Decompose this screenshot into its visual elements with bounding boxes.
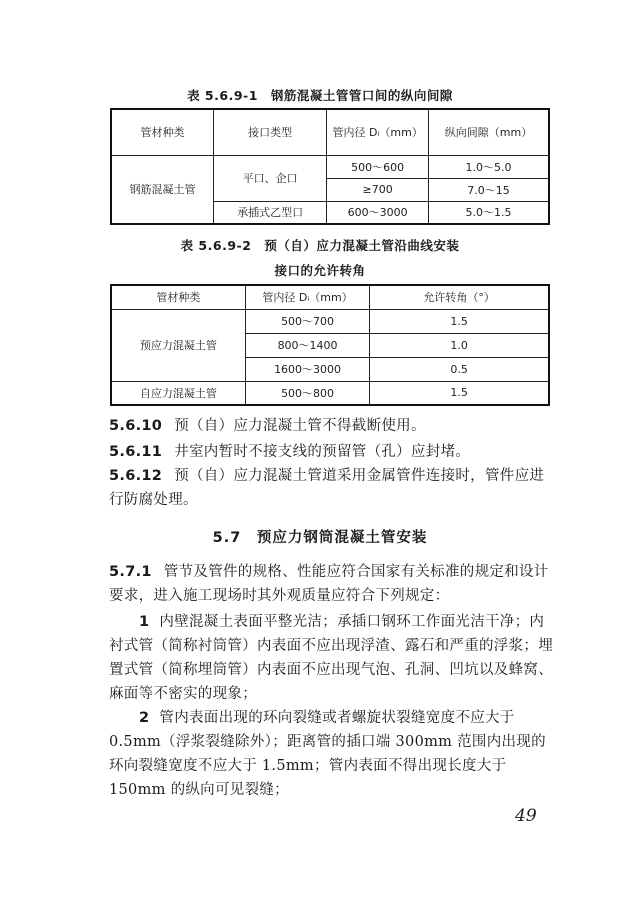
- table2-material-pre-cell: 预应力混凝土管: [111, 309, 245, 381]
- clause-5-7-1: [109, 560, 555, 608]
- table1-diameter-cell: ≥700: [327, 178, 429, 201]
- table2-header-material: 管材种类: [111, 285, 245, 309]
- clause-number: 5.6.11: [109, 444, 163, 460]
- section-title: 5.7 预应力钢筒混凝土管安装: [212, 530, 428, 546]
- clause-5-6-12: [109, 464, 555, 512]
- table1: [110, 108, 550, 225]
- table2-header-row: [111, 285, 549, 309]
- table1-joint-plain-cell: 平口、企口: [213, 155, 326, 201]
- table2-angle-cell: 1.0: [370, 333, 549, 357]
- table1-diameter-cell: 600～3000: [327, 201, 429, 224]
- table1-header-diameter: 管内径 Dᵢ（mm）: [327, 109, 429, 155]
- page-number: 49: [515, 806, 537, 826]
- table2-material-self-cell: 自应力混凝土管: [111, 381, 245, 405]
- table2-diameter-cell: 500～800: [245, 381, 370, 405]
- table1-header-row: [111, 109, 549, 155]
- item-text: 内壁混凝土表面平整光洁；承插口钢环工作面光洁干净；内衬式管（简称衬筒管）内表面不应出现浮渣、露石和严重的浮浆；埋置式管（简称埋筒管）内表面不应出现气泡、孔洞、凹坑以及蜂窝、麻面等不密实的现象；: [109, 614, 553, 702]
- clause-5-7-1-item-1: [109, 610, 555, 706]
- table2: [110, 284, 550, 406]
- clause-number: 5.7.1: [109, 564, 152, 580]
- table-row: [111, 155, 549, 178]
- table2-diameter-cell: 800～1400: [245, 333, 370, 357]
- clause-text: 预（自）应力混凝土管不得截断使用。: [174, 418, 426, 434]
- table1-gap-cell: 1.0～5.0: [428, 155, 549, 178]
- table1-joint-socket-cell: 承插式乙型口: [213, 201, 326, 224]
- table2-angle-cell: 0.5: [370, 357, 549, 381]
- clause-text: 管节及管件的规格、性能应符合国家有关标准的规定和设计要求，进入施工现场时其外观质量应符合下列规定：: [109, 564, 549, 604]
- table1-caption: 表 5.6.9-1 钢筋混凝土管管口间的纵向间隙: [187, 88, 453, 103]
- table1-header-material: 管材种类: [111, 109, 213, 155]
- item-number: 2: [139, 710, 150, 726]
- table2-header-diameter: 管内径 Dᵢ（mm）: [245, 285, 370, 309]
- table2-diameter-cell: 500～700: [245, 309, 370, 333]
- table1-header-joint: 接口类型: [213, 109, 326, 155]
- table1-gap-cell: 7.0～15: [428, 178, 549, 201]
- table1-diameter-cell: 500～600: [327, 155, 429, 178]
- clause-5-6-11: [109, 440, 555, 464]
- clause-number: 5.6.10: [109, 418, 163, 434]
- table1-gap-cell: 5.0～1.5: [428, 201, 549, 224]
- table2-diameter-cell: 1600～3000: [245, 357, 370, 381]
- item-number: 1: [139, 614, 150, 630]
- table1-header-gap: 纵向间隙（mm）: [428, 109, 549, 155]
- table1-material-cell: 钢筋混凝土管: [111, 155, 213, 224]
- clause-text: 井室内暂时不接支线的预留管（孔）应封堵。: [174, 444, 471, 460]
- table2-angle-cell: 1.5: [370, 381, 549, 405]
- table2-caption-line2: 接口的允许转角: [274, 263, 366, 278]
- table-row: [111, 381, 549, 405]
- clause-5-7-1-item-2: [109, 706, 555, 802]
- item-text: 管内表面出现的环向裂缝或者螺旋状裂缝宽度不应大于0.5mm（浮浆裂缝除外）；距离管的插口端 300mm 范围内出现的环向裂缝宽度不应大于 1.5mm；管内表面不得出现长度大于150mm 的纵向可见裂缝；: [109, 710, 546, 798]
- table-row: [111, 309, 549, 333]
- table2-header-angle: 允许转角（°）: [370, 285, 549, 309]
- clause-text: 预（自）应力混凝土管道采用金属管件连接时，管件应进行防腐处理。: [109, 468, 545, 508]
- clause-5-6-10: [109, 414, 555, 438]
- table2-caption-line1: 表 5.6.9-2 预（自）应力混凝土管沿曲线安装: [180, 238, 460, 253]
- table2-angle-cell: 1.5: [370, 309, 549, 333]
- clause-number: 5.6.12: [109, 468, 163, 484]
